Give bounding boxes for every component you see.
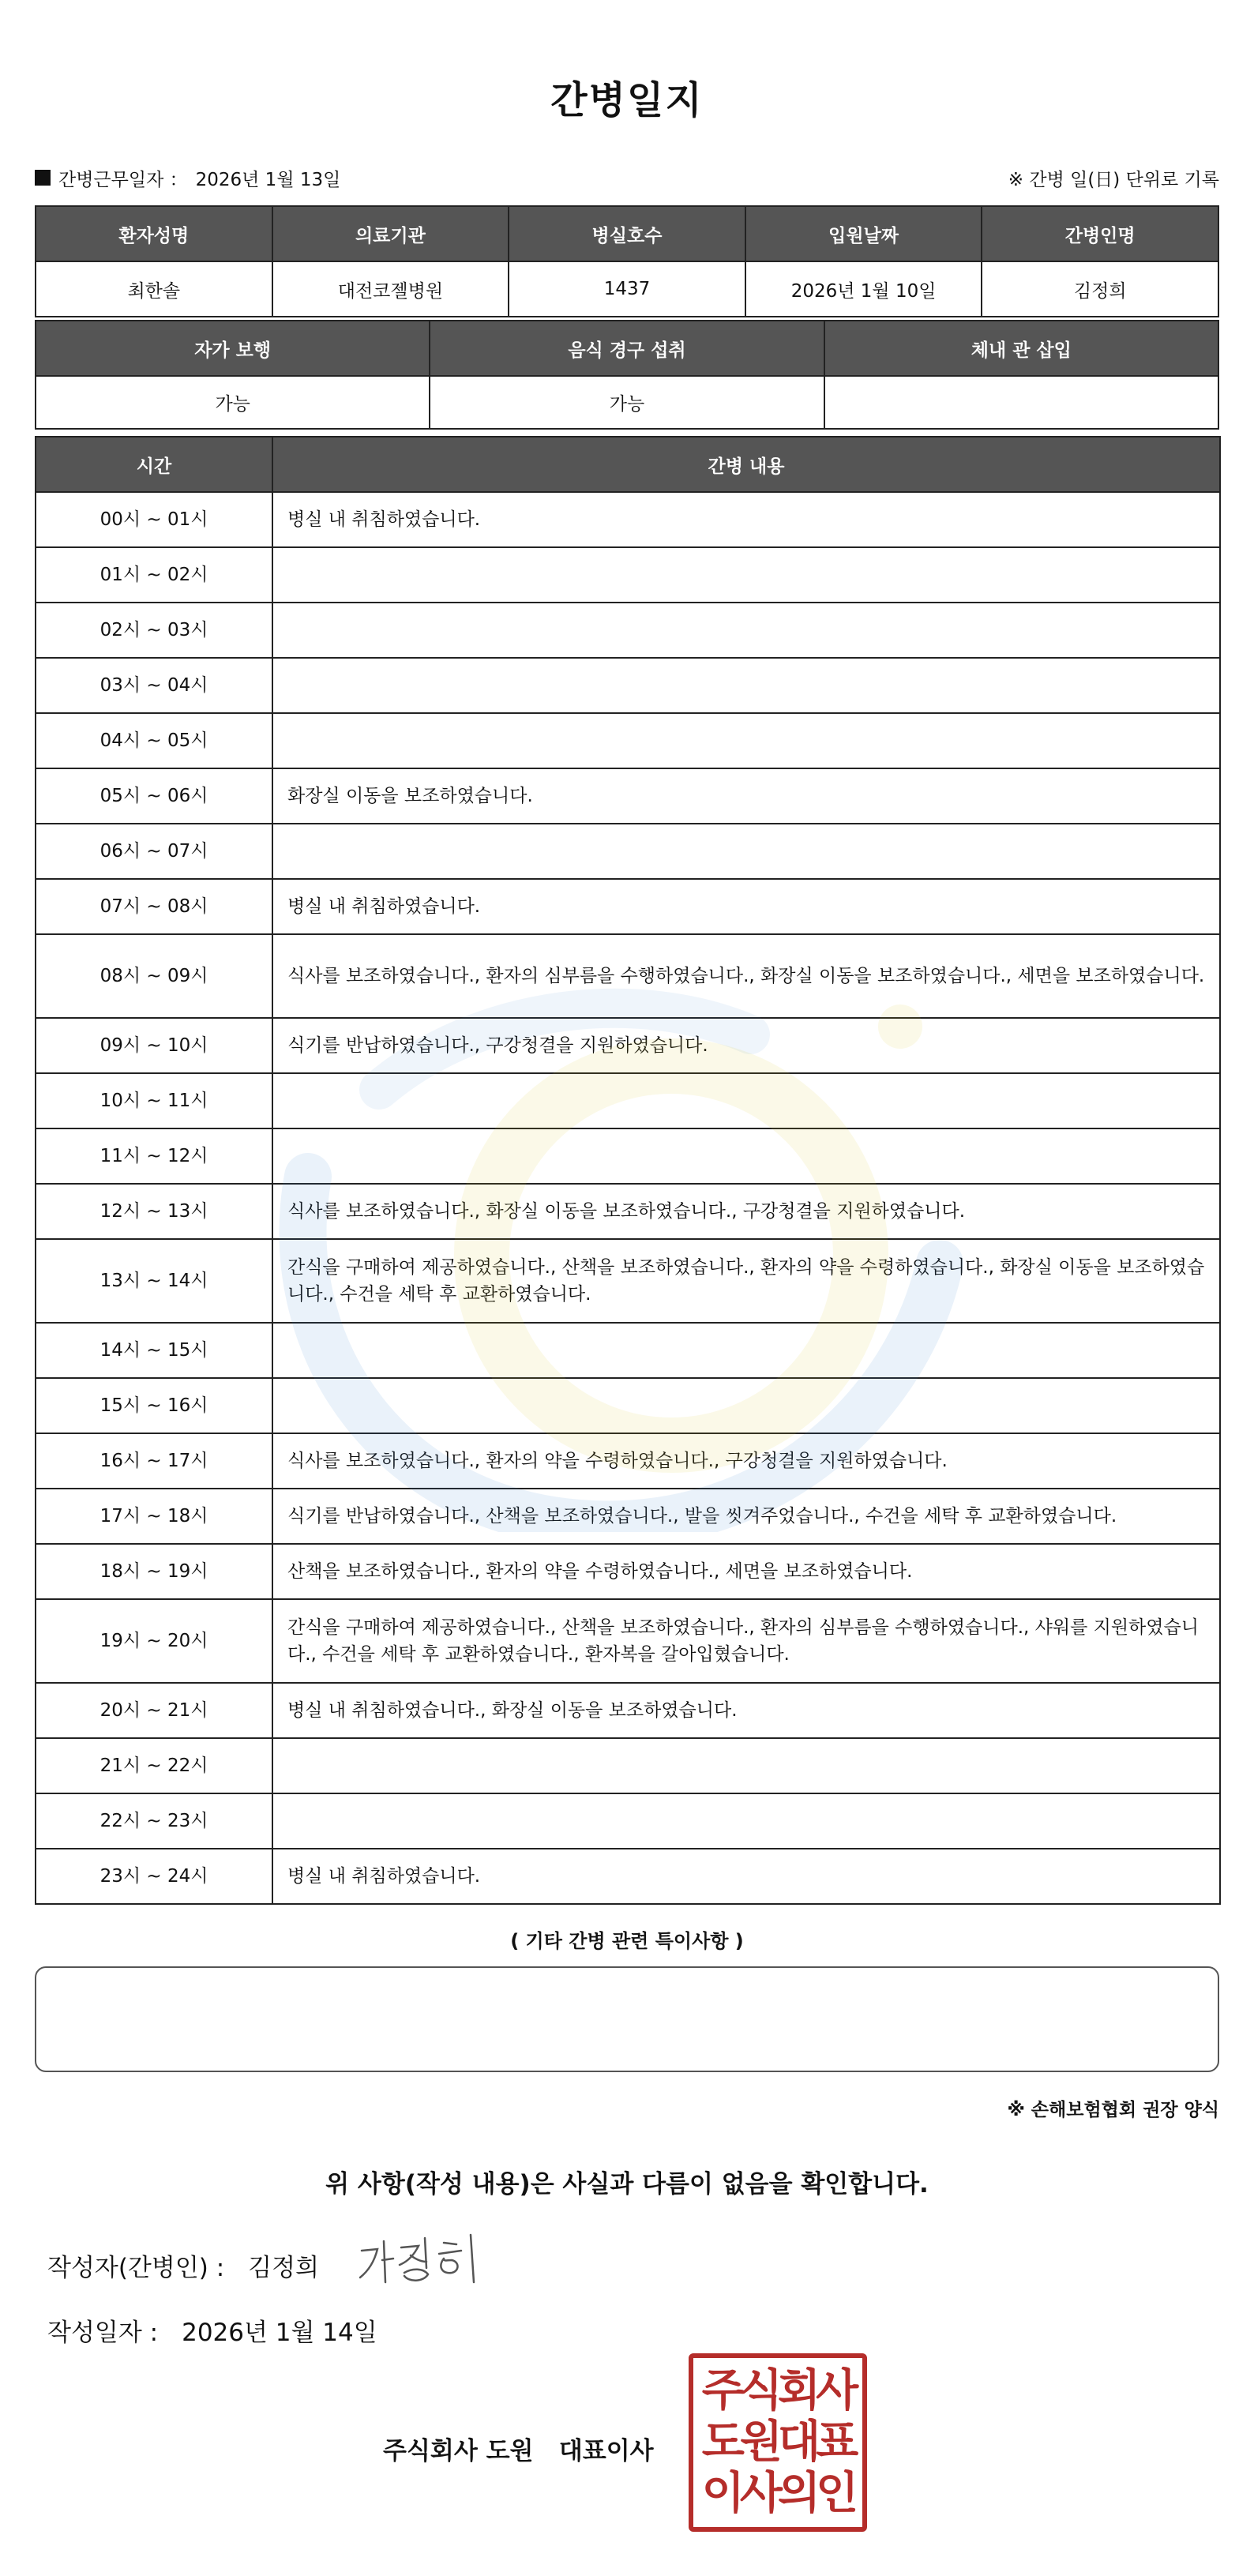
table-row	[36, 879, 1220, 934]
work-date-value: 2026년 1월 13일	[195, 169, 341, 190]
time-cell: 08시 ~ 09시	[36, 934, 272, 1018]
tube-insertion-value	[824, 376, 1218, 429]
time-cell: 13시 ~ 14시	[36, 1239, 272, 1323]
content-cell	[272, 1378, 1220, 1433]
content-cell: 병실 내 취침하였습니다., 화장실 이동을 보조하였습니다.	[272, 1683, 1220, 1738]
time-cell: 22시 ~ 23시	[36, 1793, 272, 1849]
time-cell: 12시 ~ 13시	[36, 1184, 272, 1239]
writer-label: 작성자(간병인) :	[47, 2254, 225, 2282]
record-note: ※ 간병 일(日) 단위로 기록	[1008, 169, 1219, 190]
caregiver-name-value: 김정희	[982, 261, 1218, 317]
work-date-row	[35, 164, 1219, 191]
table-row	[36, 1323, 1220, 1378]
table-row	[36, 1128, 1220, 1184]
content-cell: 산책을 보조하였습니다., 환자의 약을 수령하였습니다., 세면을 보조하였습니다.	[272, 1544, 1220, 1599]
table-row	[36, 713, 1220, 768]
care-log-header-row	[36, 437, 1220, 492]
time-cell: 14시 ~ 15시	[36, 1323, 272, 1378]
header-tube-insertion: 체내 관 삽입	[824, 321, 1218, 376]
table-row	[36, 1018, 1220, 1073]
table-row	[36, 492, 1220, 547]
table-row	[36, 603, 1220, 658]
content-cell	[272, 1738, 1220, 1793]
time-cell: 21시 ~ 22시	[36, 1738, 272, 1793]
time-cell: 16시 ~ 17시	[36, 1433, 272, 1489]
content-cell	[272, 1128, 1220, 1184]
seal-line: 주식회사	[701, 2365, 854, 2416]
header-care-content: 간병 내용	[272, 437, 1220, 492]
time-cell: 06시 ~ 07시	[36, 824, 272, 879]
content-cell	[272, 547, 1220, 603]
header-patient-name: 환자성명	[36, 206, 272, 261]
table-row	[36, 1433, 1220, 1489]
time-cell: 10시 ~ 11시	[36, 1073, 272, 1128]
time-cell: 05시 ~ 06시	[36, 768, 272, 824]
table-row	[36, 1184, 1220, 1239]
time-cell: 02시 ~ 03시	[36, 603, 272, 658]
table-row	[36, 658, 1220, 713]
table-row	[36, 1378, 1220, 1433]
time-cell: 23시 ~ 24시	[36, 1849, 272, 1904]
signature-icon	[355, 2227, 490, 2290]
header-hospital: 의료기관	[272, 206, 509, 261]
table-row	[36, 934, 1220, 1018]
table-row	[36, 1544, 1220, 1599]
page-title: 간병일지	[550, 78, 704, 122]
content-cell: 간식을 구매하여 제공하였습니다., 산책을 보조하였습니다., 환자의 약을 수령하였습니다., 화장실 이동을 보조하였습니다., 수건을 세탁 후 교환하였습니다.	[272, 1239, 1220, 1323]
care-log-table	[35, 436, 1221, 1905]
time-cell: 09시 ~ 10시	[36, 1018, 272, 1073]
content-cell	[272, 824, 1220, 879]
content-cell: 병실 내 취침하였습니다.	[272, 879, 1220, 934]
seal-line: 도원대표	[701, 2416, 854, 2468]
table-row	[36, 1073, 1220, 1128]
content-cell	[272, 1073, 1220, 1128]
table-row	[36, 768, 1220, 824]
content-cell: 병실 내 취침하였습니다.	[272, 1849, 1220, 1904]
header-time: 시간	[36, 437, 272, 492]
content-cell: 간식을 구매하여 제공하였습니다., 산책을 보조하였습니다., 환자의 심부름을 수행하였습니다., 샤워를 지원하였습니다., 수건을 세탁 후 교환하였습니다., 환자복을 갈아입혔습니다.	[272, 1599, 1220, 1683]
time-cell: 01시 ~ 02시	[36, 547, 272, 603]
header-oral-intake: 음식 경구 섭취	[430, 321, 824, 376]
self-walking-value: 가능	[36, 376, 430, 429]
content-cell	[272, 603, 1220, 658]
writer-name: 김정희	[248, 2254, 320, 2282]
table-row	[36, 1849, 1220, 1904]
content-cell: 화장실 이동을 보조하였습니다.	[272, 768, 1220, 824]
recommend-note: ※ 손해보험협회 권장 양식	[1007, 2100, 1219, 2120]
table-row	[36, 547, 1220, 603]
square-bullet-icon	[35, 170, 51, 186]
time-cell: 11시 ~ 12시	[36, 1128, 272, 1184]
content-cell	[272, 1793, 1220, 1849]
content-cell: 식기를 반납하였습니다., 구강청결을 지원하였습니다.	[272, 1018, 1220, 1073]
write-date-value: 2026년 1월 14일	[182, 2319, 377, 2347]
table-row	[36, 1683, 1220, 1738]
room-number-value: 1437	[509, 261, 745, 317]
patient-info-table	[35, 205, 1219, 317]
notes-heading: ( 기타 간병 관련 특이사항 )	[510, 1930, 744, 1952]
table-row	[36, 1738, 1220, 1793]
admission-date-value: 2026년 1월 10일	[745, 261, 982, 317]
table-row	[36, 1599, 1220, 1683]
status-info-table	[35, 320, 1219, 430]
table-row	[36, 824, 1220, 879]
time-cell: 17시 ~ 18시	[36, 1489, 272, 1544]
header-admission-date: 입원날짜	[745, 206, 982, 261]
patient-info-value-row	[36, 261, 1218, 317]
seal-line: 이사의인	[701, 2468, 854, 2519]
write-date-row	[47, 2312, 377, 2348]
table-row	[36, 1793, 1220, 1849]
content-cell: 식사를 보조하였습니다., 환자의 약을 수령하였습니다., 구강청결을 지원하였습니다.	[272, 1433, 1220, 1489]
company-line: 주식회사 도원 대표이사	[383, 2437, 654, 2465]
content-cell	[272, 1323, 1220, 1378]
write-date-label: 작성일자 :	[47, 2319, 159, 2347]
header-self-walking: 자가 보행	[36, 321, 430, 376]
time-cell: 00시 ~ 01시	[36, 492, 272, 547]
header-caregiver-name: 간병인명	[982, 206, 1218, 261]
content-cell: 식기를 반납하였습니다., 산책을 보조하였습니다., 발을 씻겨주었습니다., 수건을 세탁 후 교환하였습니다.	[272, 1489, 1220, 1544]
time-cell: 04시 ~ 05시	[36, 713, 272, 768]
confirm-statement: 위 사항(작성 내용)은 사실과 다름이 없음을 확인합니다.	[325, 2170, 929, 2199]
writer-row	[47, 2247, 319, 2283]
content-cell: 식사를 보조하였습니다., 환자의 심부름을 수행하였습니다., 화장실 이동을 보조하였습니다., 세면을 보조하였습니다.	[272, 934, 1220, 1018]
content-cell: 병실 내 취침하였습니다.	[272, 492, 1220, 547]
time-cell: 18시 ~ 19시	[36, 1544, 272, 1599]
patient-name-value: 최한솔	[36, 261, 272, 317]
content-cell	[272, 658, 1220, 713]
work-date-label: 간병근무일자 ：	[58, 169, 188, 190]
status-info-header-row	[36, 321, 1218, 376]
time-cell: 03시 ~ 04시	[36, 658, 272, 713]
content-cell	[272, 713, 1220, 768]
hospital-value: 대전코젤병원	[272, 261, 509, 317]
time-cell: 19시 ~ 20시	[36, 1599, 272, 1683]
header-room-number: 병실호수	[509, 206, 745, 261]
oral-intake-value: 가능	[430, 376, 824, 429]
patient-info-header-row	[36, 206, 1218, 261]
notes-box	[35, 1966, 1219, 2072]
table-row	[36, 1239, 1220, 1323]
time-cell: 07시 ~ 08시	[36, 879, 272, 934]
table-row	[36, 1489, 1220, 1544]
time-cell: 15시 ~ 16시	[36, 1378, 272, 1433]
company-seal-icon	[689, 2353, 867, 2532]
time-cell: 20시 ~ 21시	[36, 1683, 272, 1738]
status-info-value-row	[36, 376, 1218, 429]
content-cell: 식사를 보조하였습니다., 화장실 이동을 보조하였습니다., 구강청결을 지원하였습니다.	[272, 1184, 1220, 1239]
work-date-group	[35, 165, 340, 191]
